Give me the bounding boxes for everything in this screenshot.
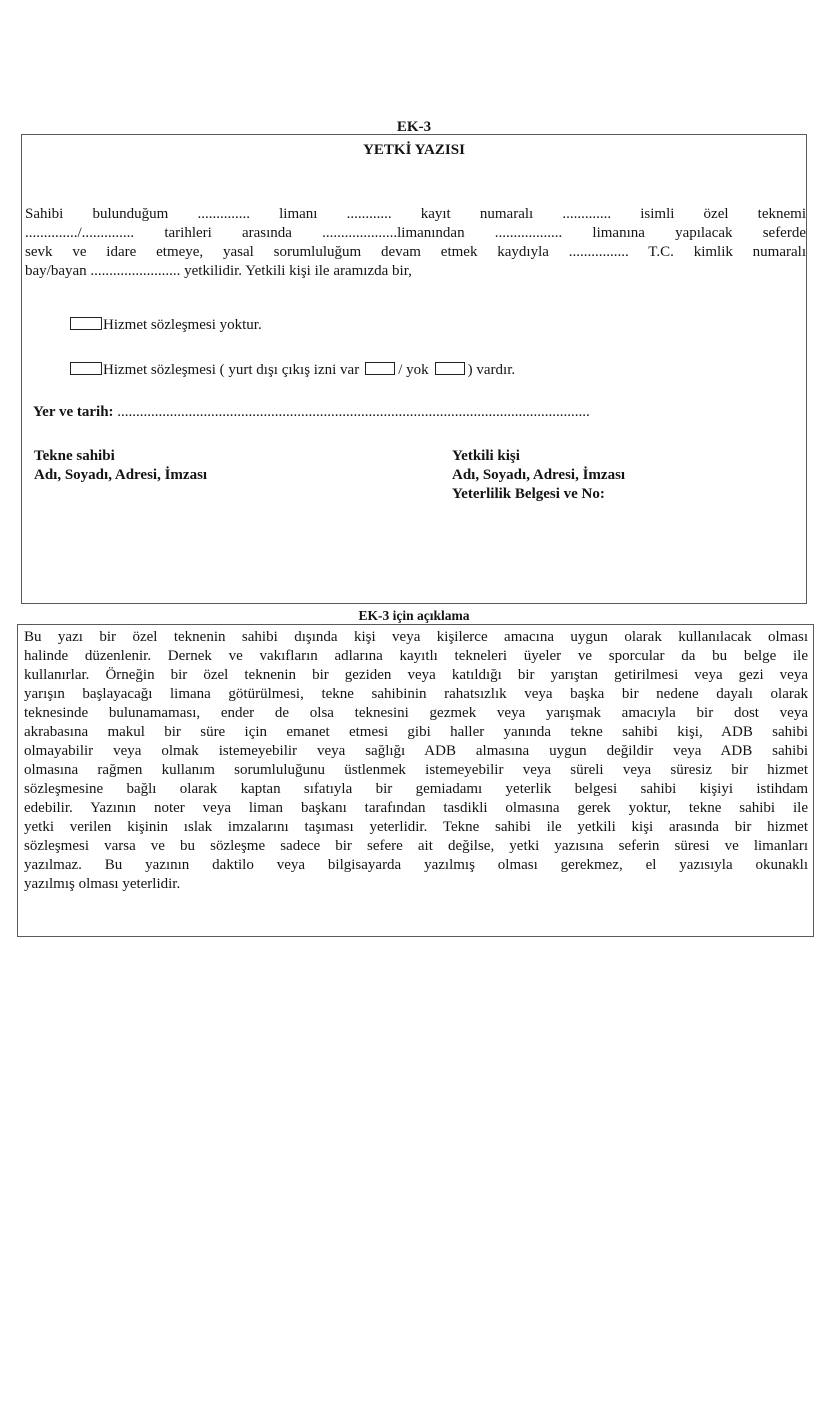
- authorized-person-title: Yetkili kişi: [452, 448, 520, 464]
- explanation-line: Bu yazı bir özel teknenin sahibi dışında kişi veya kişilerce amacına uygun olarak kullanılacak olması: [24, 629, 808, 645]
- option-no-contract-label: Hizmet sözleşmesi yoktur.: [103, 317, 262, 333]
- option-service-contract: [70, 361, 515, 379]
- boat-owner-signature-block: [34, 447, 207, 485]
- paragraph-line: Sahibi bulunduğum .............. limanı ............ kayıt numaralı ............. isimli özel teknemi: [25, 206, 806, 222]
- explanation-line: edebilir. Yazının noter veya liman başkanı tarafından tasdikli olmasına gerek yoktur, tekne sahibi ile: [24, 800, 808, 816]
- checkbox-travel-permit-no[interactable]: [435, 362, 465, 375]
- place-date-line: [33, 403, 590, 421]
- place-date-label: Yer ve tarih:: [33, 404, 114, 420]
- checkbox-contract[interactable]: [70, 362, 102, 375]
- explanation-line: yetki verilen kişinin ıslak imzalarını taşıması yeterlidir. Tekne sahibi ile yetkili kişi arasında bir hizmet: [24, 819, 808, 835]
- explanation-line: sözleşmesi varsa ve bu sözleşme sadece bir sefere ait değilse, yetki yazısına seferin süresi ve limanları: [24, 838, 808, 854]
- option-contract-label: Hizmet sözleşmesi ( yurt dışı çıkış izni var: [103, 362, 360, 378]
- paragraph-line: bay/bayan ........................ yetkilidir. Yetkili kişi ile aramızda bir,: [25, 263, 412, 279]
- boat-owner-fields: Adı, Soyadı, Adresi, İmzası: [34, 467, 208, 483]
- document-code: EK-3: [396, 119, 432, 135]
- option-contract-end-label: ) vardır.: [467, 362, 516, 378]
- explanation-line: olmasına rağmen kullanım sorumluluğunu üstlenmek istemeyebilir veya süreli veya süresiz bir hizmet: [24, 762, 808, 778]
- option-contract-no-label: / yok: [398, 362, 429, 378]
- explanation-line: akrabasına makul bir süre için emanet etmesi gibi haller yanında tekne sahibi kişi, ADB sahibi: [24, 724, 808, 740]
- explanation-line: yarışın başlayacağı limana götürülmesi, tekne sahibinin rahatsızlık veya başka bir nedene dayalı olarak: [24, 686, 808, 702]
- explanation-line: kullanırlar. Örneğin bir özel teknenin bir geziden veya katıldığı bir yarıştan getirilmesi veya gezi veya: [24, 667, 808, 683]
- boat-owner-title: Tekne sahibi: [34, 448, 115, 464]
- checkbox-travel-permit-yes[interactable]: [365, 362, 395, 375]
- explanation-line: sözleşmesine bağlı olarak kaptan sıfatıyla bir gemiadamı yeterlik belgesi sahibi kişiyi istihdam: [24, 781, 808, 797]
- checkbox-no-contract[interactable]: [70, 317, 102, 330]
- paragraph-line: ............../.............. tarihleri arasında ....................limanından .................. limanına yapılacak seferde: [25, 225, 806, 241]
- authorized-person-fields: Adı, Soyadı, Adresi, İmzası: [452, 467, 626, 483]
- form-title: YETKİ YAZISI: [363, 142, 465, 158]
- authorization-paragraph: [25, 205, 806, 281]
- authorization-form-box: [21, 134, 807, 604]
- option-no-service-contract: [70, 316, 262, 334]
- explanation-line: teknesinde bulunamaması, ender de olsa teknesini gezmek veya yarışmak amacıyla bir dost veya: [24, 705, 808, 721]
- explanation-line: yazılmış olması yeterlidir.: [24, 876, 181, 892]
- explanation-line: yazılmaz. Bu yazının daktilo veya bilgisayarda yazılmış olması gerekmez, el yazısıyla okunaklı: [24, 857, 808, 873]
- explanation-paragraph: [24, 628, 808, 894]
- place-date-field[interactable]: ..............................................................................................................................: [117, 404, 590, 420]
- explanation-line: olmayabilir veya olmak istemeyebilir veya sağlığı ADB almasına uygun değildir veya ADB sahibi: [24, 743, 808, 759]
- paragraph-line: sevk ve idare etmeye, yasal sorumluluğum devam etmek kaydıyla ................ T.C. kimlik numaralı: [25, 244, 806, 260]
- explanation-box: [17, 624, 814, 937]
- authorized-person-certificate: Yeterlilik Belgesi ve No:: [452, 486, 605, 502]
- explanation-title: EK-3 için açıklama: [358, 608, 470, 623]
- authorized-person-signature-block: [452, 447, 625, 504]
- explanation-line: halinde düzenlenir. Dernek ve vakıfların adlarına kayıtlı tekneleri üyeler ve sporcular da bu belge ile: [24, 648, 808, 664]
